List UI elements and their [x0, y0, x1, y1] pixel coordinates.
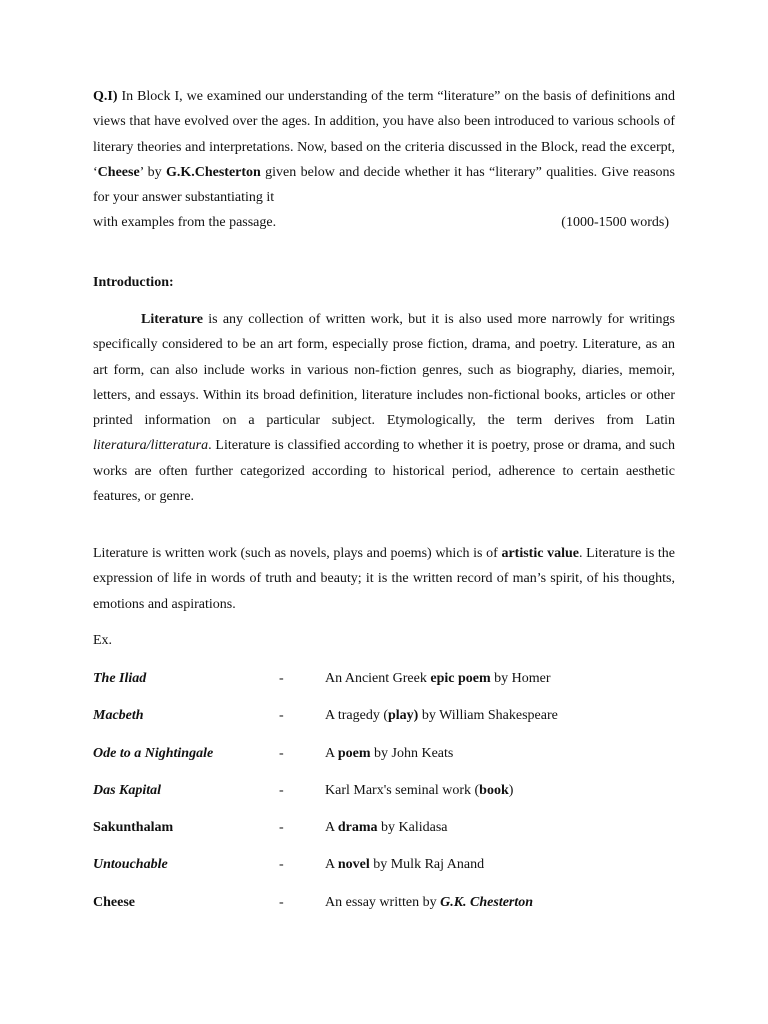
author-name: G.K.Chesterton [165, 164, 261, 180]
work-dash: - [279, 894, 284, 910]
work-dash: - [279, 857, 284, 873]
latin-term: literatura/litteratura [93, 438, 209, 454]
work-row [93, 815, 693, 852]
para1-text-2: . Literature is classified according to whether it is poetry, prose or drama, and such works are often further categorized according to historical period, adherence to certain aesthetic features, or genre. [93, 438, 675, 505]
work-row [93, 741, 693, 778]
work-description: An essay written by G.K. Chesterton [325, 894, 534, 910]
work-title: The Iliad [93, 671, 147, 686]
work-description: A novel by Mulk Raj Anand [325, 857, 485, 873]
works-list [93, 666, 693, 927]
work-dash: - [279, 708, 284, 724]
question-text-3: given below and decide whether it has “literary” qualities. Give reasons for your answer substantiating it [93, 164, 676, 206]
para2-text-1: Literature is written work (such as novels, plays and poems) which is of [93, 546, 502, 561]
work-row [93, 890, 693, 927]
work-dash: - [279, 671, 284, 686]
work-dash: - [279, 820, 284, 836]
word-count: (1000-1500 words) [561, 215, 669, 231]
para2-text-2: . Literature is the expression of life in words of truth and beauty; it is the written record of man’s spirit, of his thoughts, emotions and aspirations. [93, 546, 676, 612]
work-dash: - [279, 782, 284, 798]
question-label: Q.I) [93, 89, 118, 104]
artistic-value-paragraph [93, 541, 675, 617]
para1-text-1: is any collection of written work, but it is also used more narrowly for writings specifically considered to be an art form, especially prose fiction, drama, and poetry. Literature, as an art form, can also include works in various non-fiction genres, such as biography, diaries, memoir, letters, and essays. Within its broad definition, literature includes non-fictional books, articles or other printed information on a particular subject. Etymologically, the term derives from Latin [93, 312, 675, 429]
excerpt-title: Cheese [97, 164, 140, 180]
question-last-line [93, 210, 675, 235]
introduction-heading: Introduction: [93, 275, 174, 290]
work-description: A poem by John Keats [325, 745, 454, 761]
work-description: An Ancient Greek epic poem by Homer [325, 671, 551, 686]
question-last-text: with examples from the passage. [93, 215, 277, 231]
question-paragraph [93, 84, 675, 236]
example-label: Ex. [93, 633, 113, 648]
work-row [93, 703, 693, 740]
work-title: Sakunthalam [93, 820, 174, 836]
work-row [93, 778, 693, 815]
work-row [93, 666, 693, 703]
literature-definition-paragraph [93, 307, 675, 509]
work-description: A drama by Kalidasa [325, 820, 448, 836]
literature-lead: Literature [141, 312, 203, 327]
work-dash: - [279, 745, 284, 761]
work-title: Macbeth [93, 708, 144, 724]
question-text-1: In Block I, we examined our understanding of the term “literature” on the basis of definitions and views that have evolved over the ages. In addition, you have also been introduced to various schools of literary theories and interpretations. Now, based on the criteria discussed in the Block, read the excerpt, ‘ [93, 89, 675, 180]
artistic-value: artistic value [501, 546, 579, 561]
work-description: A tragedy (play) by William Shakespeare [325, 708, 558, 724]
question-text-2: ’ by [139, 164, 166, 180]
work-title: Das Kapital [93, 782, 162, 798]
work-title: Untouchable [93, 857, 168, 873]
work-title: Ode to a Nightingale [93, 745, 214, 761]
work-title: Cheese [93, 894, 135, 910]
work-description: Karl Marx's seminal work (book) [325, 782, 514, 798]
work-row [93, 852, 693, 889]
